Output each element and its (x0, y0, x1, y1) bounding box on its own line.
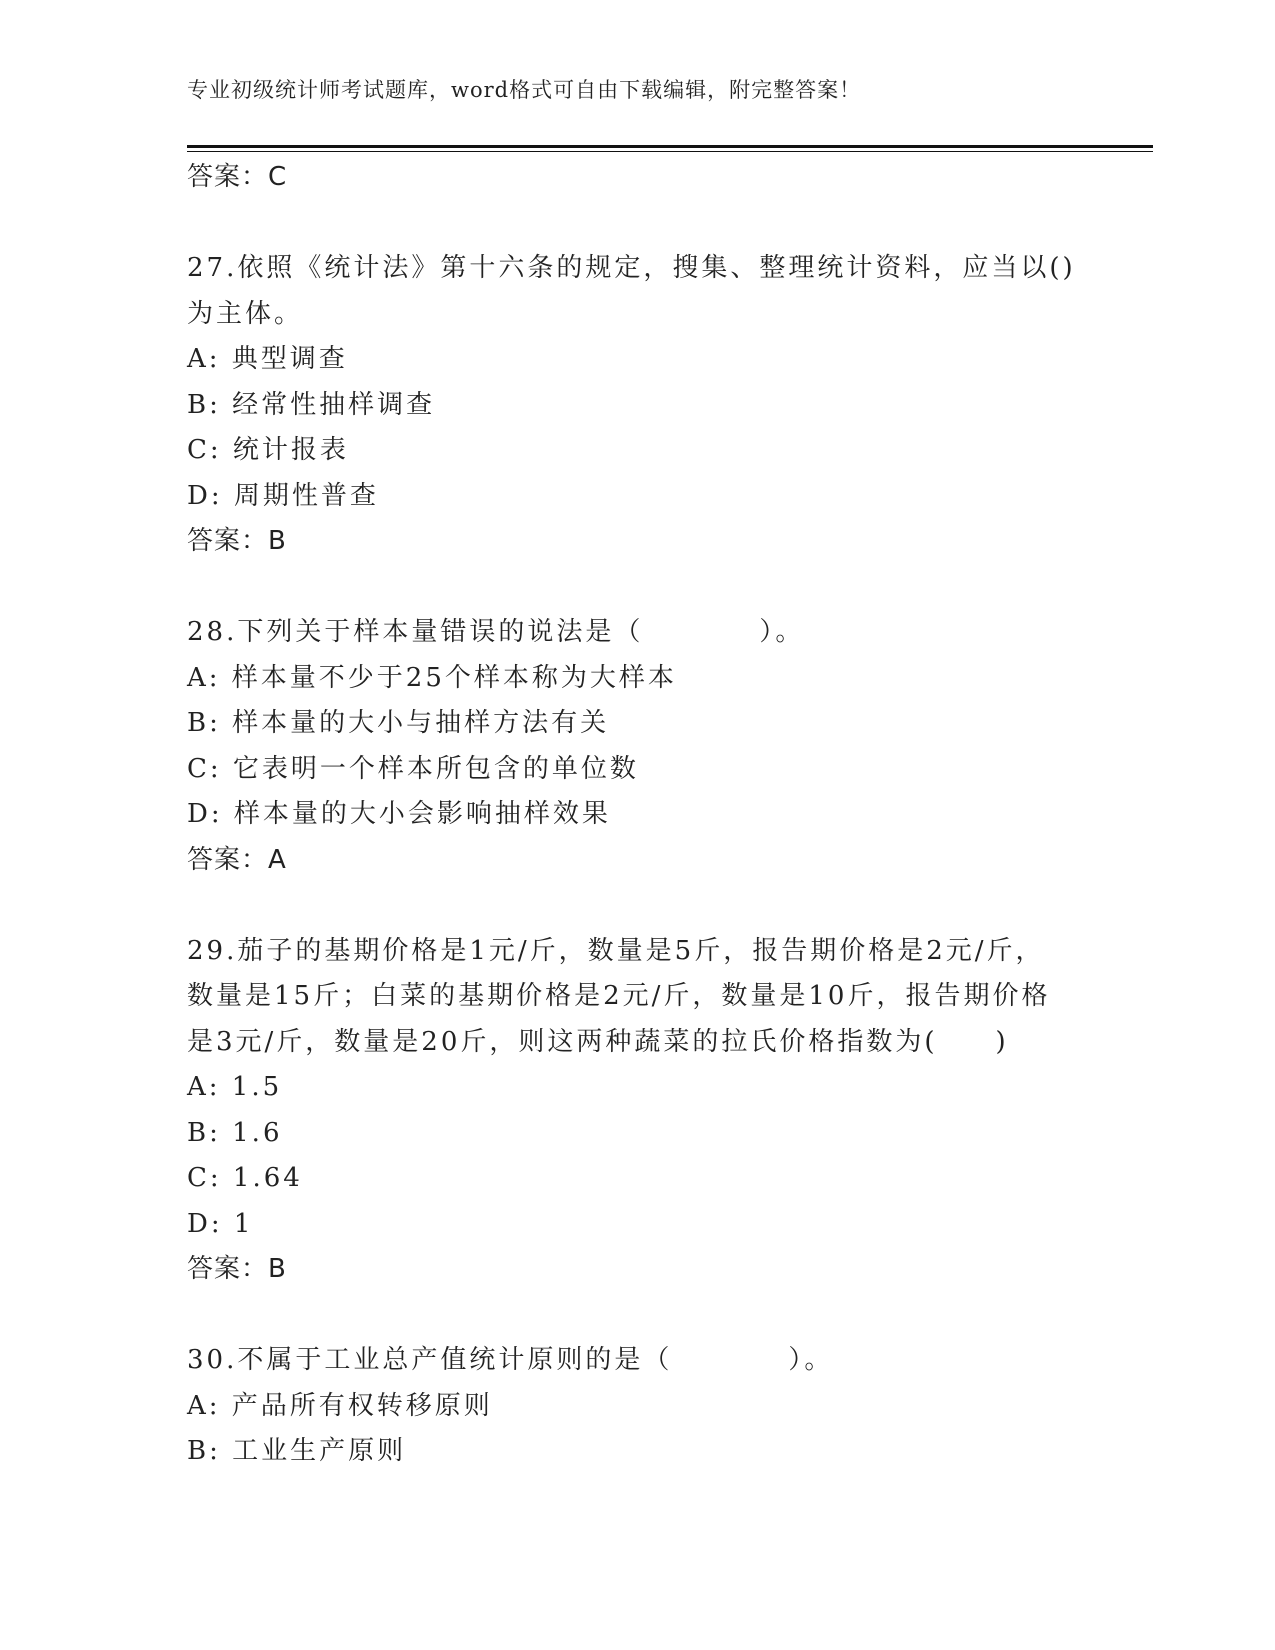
option-d: D: 样本量的大小会影响抽样效果 (187, 799, 611, 829)
option-c: C: 统计报表 (187, 435, 349, 465)
question-28 (187, 610, 1087, 883)
spacer (187, 883, 1087, 929)
answer: 答案：B (187, 1254, 287, 1284)
question-content (187, 155, 1087, 1475)
answer: 答案：B (187, 526, 287, 556)
option-a: A: 样本量不少于25个样本称为大样本 (187, 662, 677, 693)
option-a: A: 产品所有权转移原则 (187, 1390, 493, 1421)
option-b: B: 1.6 (187, 1117, 283, 1148)
option-a: A: 典型调查 (187, 344, 348, 374)
header-rule-thick (187, 145, 1153, 148)
question-stem: 27.依照《统计法》第十六条的规定，搜集、整理统计资料，应当以() (187, 253, 1076, 283)
question-29 (187, 929, 1087, 1293)
question-stem: 29.茄子的基期价格是1元/斤，数量是5斤，报告期价格是2元/斤， (187, 935, 1045, 966)
header-rule-thin (187, 151, 1153, 152)
answer-prev: 答案：C (187, 162, 288, 192)
option-d: D: 1 (187, 1208, 254, 1239)
spacer (187, 201, 1087, 247)
question-27 (187, 246, 1087, 565)
question-stem: 30.不属于工业总产值统计原则的是（ ）。 (187, 1345, 834, 1375)
option-b: B: 工业生产原则 (187, 1436, 407, 1466)
option-a: A: 1.5 (187, 1072, 283, 1102)
option-c: C: 1.64 (187, 1163, 303, 1193)
option-b: B: 经常性抽样调查 (187, 389, 436, 420)
question-stem: 数量是15斤；白菜的基期价格是2元/斤，数量是10斤，报告期价格 (187, 981, 1051, 1011)
question-stem: 28.下列关于样本量错误的说法是（ ）。 (187, 617, 805, 647)
spacer (187, 565, 1087, 611)
question-stem: 是3元/斤，数量是20斤，则这两种蔬菜的拉氏价格指数为( ) (187, 1026, 1009, 1057)
option-b: B: 样本量的大小与抽样方法有关 (187, 708, 610, 738)
question-stem: 为主体。 (187, 298, 304, 329)
answer: 答案：A (187, 844, 287, 875)
page-header: 专业初级统计师考试题库，word格式可自由下载编辑，附完整答案！ (187, 78, 862, 102)
option-d: D: 周期性普查 (187, 480, 379, 511)
option-c: C: 它表明一个样本所包含的单位数 (187, 753, 639, 784)
spacer (187, 1293, 1087, 1339)
question-30 (187, 1338, 1087, 1475)
